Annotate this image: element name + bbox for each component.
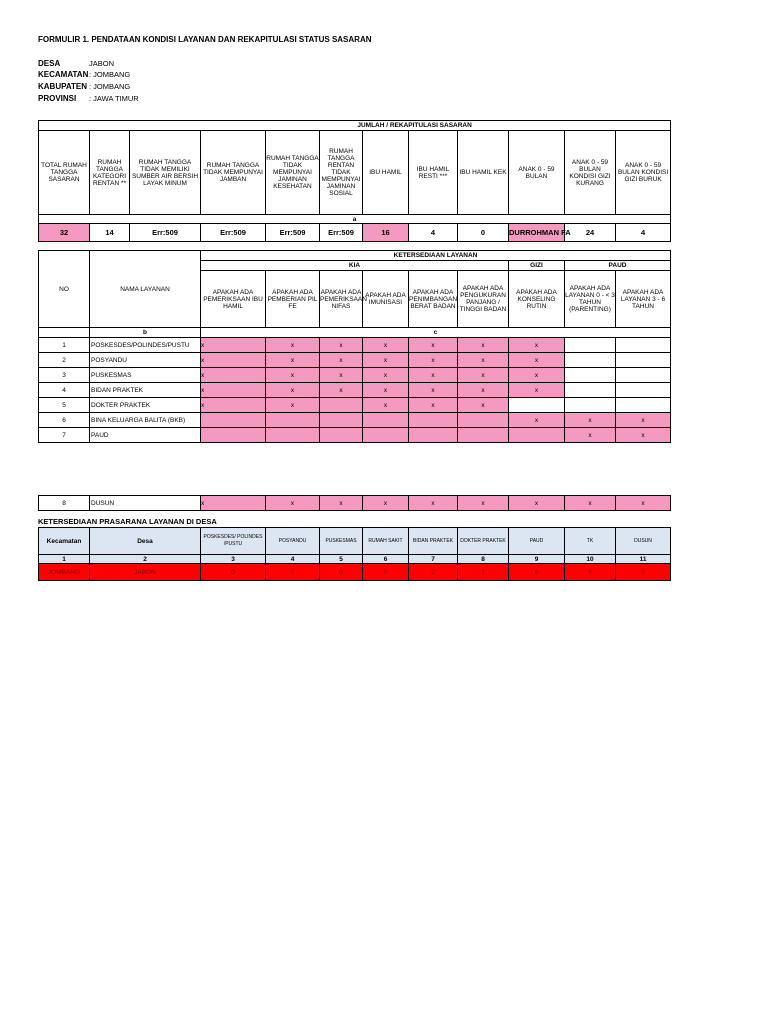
service-column-header: APAKAH ADA LAYANAN 3 - 6 TAHUN [616,271,671,328]
service-mark-cell [458,413,509,428]
service-row-name: DOKTER PRAKTEK [90,398,201,413]
service-row-no: 6 [39,413,90,428]
recap-value-cell: Err:509 [320,224,363,242]
service-mark-cell [565,383,616,398]
service-mark-cell: x [363,353,409,368]
recap-value-cell: Err:509 [201,224,266,242]
service-mark-cell: x [266,383,320,398]
service-row-name: POSKESDES/POLINDES/PUSTU [90,338,201,353]
service-mark-cell [409,413,458,428]
prasarana-header-cell: POSYANDU [266,528,320,555]
service-mark-cell: x [616,428,671,443]
service-row-no: 4 [39,383,90,398]
info-value-provinsi: : JAWA TIMUR [89,94,139,103]
service-mark-cell: x [458,398,509,413]
service-row-name: BINA KELUARGA BALITA (BKB) [90,413,201,428]
recap-value-cell: Err:509 [130,224,201,242]
service-mark-cell [565,368,616,383]
prasarana-header-cell: PUSKESMAS [320,528,363,555]
recap-table [38,120,671,242]
service-mark-cell: x [201,496,266,511]
service-mark-cell: x [266,496,320,511]
subgroup-gizi: GIZI [509,261,565,271]
service-row-name: PAUD [90,428,201,443]
service-mark-cell [565,398,616,413]
recap-value-cell: 4 [409,224,458,242]
info-label-desa: DESA [38,59,61,68]
info-value-kecamatan: : JOMBANG [89,70,131,79]
service-mark-cell [320,428,363,443]
service-mark-cell: x [458,338,509,353]
subgroup-kia: KIA [201,261,509,271]
recap-header-cell: IBU HAMIL KEK [458,131,509,215]
service-mark-cell: x [565,413,616,428]
recap-header-cell: RUMAH TANGGA TIDAK MEMPUNYAI JAMBAN [201,131,266,215]
prasarana-header-cell: POSKESDES/ POLINDES /PUSTU [201,528,266,555]
service-row [39,338,671,353]
recap-group-header: JUMLAH / REKAPITULASI SASARAN [39,121,671,131]
service-mark-cell [616,398,671,413]
prasarana-table [38,527,671,581]
service-mark-cell: x [458,496,509,511]
recap-header-cell: RUMAH TANGGA TIDAK MEMPUNYAI JAMINAN KESEHATAN [266,131,320,215]
recap-header-cell: RUMAH TANGGA RENTAN TIDAK MEMPUNYAI JAMINAN SOSIAL [320,131,363,215]
service-mark-cell: x [201,353,266,368]
service-row-no: 3 [39,368,90,383]
services-group-header: KETERSEDIAAN LAYANAN [201,251,671,261]
prasarana-number-cell: 3 [201,555,266,564]
service-row [39,368,671,383]
service-mark-cell: x [363,383,409,398]
prasarana-number-cell: 6 [363,555,409,564]
service-mark-cell: x [616,496,671,511]
services-no-header: NO [39,251,90,328]
recap-header-cell: IBU HAMIL [363,131,409,215]
dusun-table [38,495,671,511]
recap-section-letter: a [39,215,671,224]
service-mark-cell [616,338,671,353]
recap-value-cell: 24 [565,224,616,242]
service-mark-cell: x [363,368,409,383]
prasarana-value-cell: 1 [458,564,509,581]
prasarana-header-cell: PAUD [509,528,565,555]
info-label-kabupaten: KABUPATEN [38,82,88,91]
service-mark-cell: x [201,338,266,353]
service-mark-cell [363,413,409,428]
service-mark-cell: x [320,383,363,398]
service-mark-cell [509,398,565,413]
recap-value-cell: DURROHMAN FA [509,224,565,242]
service-mark-cell [565,353,616,368]
prasarana-number-cell: 1 [39,555,90,564]
service-mark-cell: x [363,496,409,511]
service-mark-cell [201,428,266,443]
service-mark-cell: x [509,338,565,353]
service-mark-cell [409,428,458,443]
service-mark-cell: x [616,413,671,428]
service-mark-cell: x [458,368,509,383]
service-row-name: DUSUN [90,496,201,511]
prasarana-value-cell: 0 [201,564,266,581]
service-mark-cell [616,368,671,383]
prasarana-header-cell: TK [565,528,616,555]
service-mark-cell: x [565,496,616,511]
prasarana-header-cell: DOKTER PRAKTEK [458,528,509,555]
service-mark-cell: x [409,496,458,511]
service-mark-cell [266,413,320,428]
service-column-header: APAKAH ADA PENIMBANGAN BERAT BADAN [409,271,458,328]
info-value-desa: JABON [89,59,115,68]
letter-cell [39,328,90,338]
recap-header-cell: ANAK 0 - 59 BULAN KONDISI GIZI BURUK [616,131,671,215]
prasarana-header-cell: Desa [90,528,201,555]
prasarana-value-cell: 2 [409,564,458,581]
service-mark-cell: x [458,353,509,368]
info-value-kabupaten: : JOMBANG [89,82,131,91]
service-mark-cell: x [409,368,458,383]
info-label-provinsi: PROVINSI [38,94,77,103]
service-column-header: APAKAH ADA KONSELING RUTIN [509,271,565,328]
recap-value-cell: 4 [616,224,671,242]
service-mark-cell [320,398,363,413]
service-mark-cell: x [266,398,320,413]
info-label-kecamatan: KECAMATAN [38,70,89,79]
service-mark-cell: x [509,413,565,428]
service-row-name: POSYANDU [90,353,201,368]
service-mark-cell: x [565,428,616,443]
prasarana-number-cell: 9 [509,555,565,564]
service-mark-cell: x [363,398,409,413]
service-mark-cell: x [409,383,458,398]
service-mark-cell: x [201,383,266,398]
service-mark-cell [509,428,565,443]
service-row-no: 5 [39,398,90,413]
service-mark-cell: x [320,496,363,511]
service-column-header: APAKAH ADA PENGUKURAN PANJANG / TINGGI BADAN [458,271,509,328]
service-mark-cell: x [509,368,565,383]
prasarana-header-cell: DUSUN [616,528,671,555]
service-mark-cell [363,428,409,443]
service-row [39,496,671,511]
service-row [39,413,671,428]
recap-header-cell: TOTAL RUMAH TANGGA SASARAN [39,131,90,215]
prasarana-number-cell: 4 [266,555,320,564]
service-mark-cell [320,413,363,428]
service-row-no: 1 [39,338,90,353]
prasarana-value-cell: JABON [90,564,201,581]
service-row [39,353,671,368]
service-row-no: 7 [39,428,90,443]
prasarana-value-cell: 8 [266,564,320,581]
service-row [39,398,671,413]
recap-header-cell: RUMAH TANGGA KATEGORI RENTAN ** [90,131,130,215]
prasarana-number-cell: 11 [616,555,671,564]
service-mark-cell [616,353,671,368]
service-mark-cell [616,383,671,398]
recap-header-cell: RUMAH TANGGA TIDAK MEMILIKI SUMBER AIR BERSIH LAYAK MINUM [130,131,201,215]
service-row [39,428,671,443]
service-mark-cell: x [409,338,458,353]
service-row-name: BIDAN PRAKTEK [90,383,201,398]
service-mark-cell: x [363,338,409,353]
prasarana-value-cell: 0 [363,564,409,581]
prasarana-title: KETERSEDIAAN PRASARANA LAYANAN DI DESA [38,517,217,526]
recap-header-cell: IBU HAMIL RESTI *** [409,131,458,215]
service-row-no: 8 [39,496,90,511]
service-mark-cell: x [509,353,565,368]
recap-value-cell: 14 [90,224,130,242]
service-mark-cell [201,413,266,428]
service-mark-cell: x [266,368,320,383]
subgroup-paud: PAUD [565,261,671,271]
service-column-header: APAKAH ADA PEMBERIAN PIL FE [266,271,320,328]
service-mark-cell [458,428,509,443]
recap-header-cell: ANAK 0 - 59 BULAN [509,131,565,215]
recap-value-cell: Err:509 [266,224,320,242]
service-column-header: APAKAH ADA PEMERIKSAAN NIFAS [320,271,363,328]
recap-value-cell: 32 [39,224,90,242]
prasarana-header-cell: RUMAH SAKIT [363,528,409,555]
service-mark-cell: x [320,338,363,353]
service-mark-cell: x [458,383,509,398]
prasarana-value-cell: 0 [320,564,363,581]
recap-value-cell: 16 [363,224,409,242]
recap-value-cell: 0 [458,224,509,242]
prasarana-value-cell: 6 [565,564,616,581]
prasarana-number-cell: 2 [90,555,201,564]
service-mark-cell: x [201,398,266,413]
prasarana-number-cell: 5 [320,555,363,564]
service-column-header: APAKAH ADA PEMERIKSAAN IBU HAMIL [201,271,266,328]
service-mark-cell: x [266,353,320,368]
service-mark-cell: x [509,383,565,398]
service-mark-cell [565,338,616,353]
service-column-header: APAKAH ADA LAYANAN 0 - < 3 TAHUN (PARENTING) [565,271,616,328]
service-mark-cell: x [320,353,363,368]
service-row [39,383,671,398]
service-column-header: APAKAH ADA IMUNISASI [363,271,409,328]
prasarana-number-cell: 10 [565,555,616,564]
prasarana-value-cell: JOMBANG [39,564,90,581]
service-mark-cell: x [320,368,363,383]
service-mark-cell: x [266,338,320,353]
prasarana-value-cell: 6 [509,564,565,581]
prasarana-header-cell: Kecamatan [39,528,90,555]
service-row-no: 2 [39,353,90,368]
services-table [38,250,671,443]
prasarana-value-cell: 6 [616,564,671,581]
service-mark-cell [266,428,320,443]
letter-c: c [201,328,671,338]
service-mark-cell: x [509,496,565,511]
recap-header-cell: ANAK 0 - 59 BULAN KONDISI GIZI KURANG [565,131,616,215]
services-name-header: NAMA LAYANAN [90,251,201,328]
prasarana-header-cell: BIDAN PRAKTEK [409,528,458,555]
letter-b: b [90,328,201,338]
prasarana-number-cell: 8 [458,555,509,564]
prasarana-number-cell: 7 [409,555,458,564]
service-row-name: PUSKESMAS [90,368,201,383]
form-title: FORMULIR 1. PENDATAAN KONDISI LAYANAN DAN REKAPITULASI STATUS SASARAN [38,35,372,44]
service-mark-cell: x [409,353,458,368]
service-mark-cell: x [409,398,458,413]
service-mark-cell: x [201,368,266,383]
